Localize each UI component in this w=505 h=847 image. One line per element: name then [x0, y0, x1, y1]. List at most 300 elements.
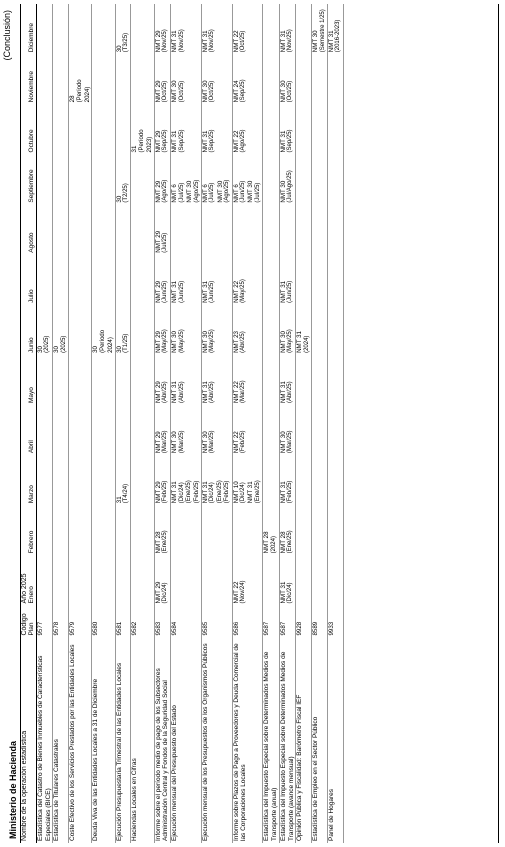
cell-line: (Abr/25): [178, 381, 185, 404]
cell-line: (Nov/24): [239, 580, 246, 604]
month-cell: [263, 555, 280, 605]
cell-line: 2023): [146, 136, 154, 153]
cell-line: NMT 30: [186, 180, 194, 203]
month-cell: [279, 405, 296, 455]
cell-line: (Mar/25): [239, 380, 246, 404]
month-cell: [53, 555, 69, 605]
header-row-2: [28, 4, 36, 843]
cell-line: (Feb/25): [287, 480, 294, 504]
month-cell: [279, 104, 296, 154]
operation-name: Deuda Viva de las Entidades Locales a 31 de Diciembre: [92, 638, 115, 843]
operation-name: Ejecución mensual del Presupuesto del Estado: [171, 638, 202, 843]
month-cell: [115, 405, 131, 455]
month-cell: [92, 555, 115, 605]
month-cell: [69, 255, 92, 305]
cell-line: (Abr/25): [287, 381, 294, 404]
cell-line: NMT 30: [279, 80, 287, 103]
month-cell: [312, 405, 328, 455]
cell-line: (Dic/24): [162, 582, 169, 604]
month-cell: [131, 154, 154, 204]
operation-code: 9587: [263, 605, 280, 637]
table-row: [232, 4, 263, 843]
cell-line: (May/25): [162, 329, 169, 353]
month-cell: [232, 455, 263, 505]
month-cell: [327, 54, 343, 104]
month-cell: [263, 405, 280, 455]
cell-line: NMT 30: [247, 180, 255, 203]
month-header: Abril: [28, 405, 36, 455]
cell-line: (Nov/25): [209, 29, 216, 53]
cell-line: NMT 31: [327, 30, 335, 53]
month-cell: [327, 255, 343, 305]
cell-line: (2025): [60, 335, 67, 353]
month-cell: [115, 505, 131, 555]
cell-line: (Feb/25): [224, 480, 231, 504]
month-cell: [69, 505, 92, 555]
operation-code: 9582: [131, 605, 154, 637]
table-row: [201, 4, 232, 843]
month-cell: [296, 54, 312, 104]
month-cell: [327, 455, 343, 505]
month-cell: [115, 104, 131, 154]
month-header: Mayo: [28, 355, 36, 405]
cell-line: (Semestre 1/25): [319, 9, 326, 53]
cell-line: (Oct/25): [287, 80, 294, 103]
month-cell: [232, 505, 263, 555]
month-cell: [53, 505, 69, 555]
month-cell: [327, 104, 343, 154]
month-cell: [279, 255, 296, 305]
month-cell: [53, 255, 69, 305]
operation-name: Opinión Pública y Fiscalidad: Barómetro Fiscal IEF: [296, 638, 312, 843]
cell-line: (Período: [76, 79, 83, 103]
month-cell: [201, 255, 232, 305]
table-row: [154, 4, 171, 843]
table-row: [53, 4, 69, 843]
operation-name: Estadística de Empleo en el Sector Público: [312, 638, 328, 843]
month-cell: [171, 555, 202, 605]
month-cell: [154, 455, 171, 505]
month-cell: [171, 104, 202, 154]
month-header: Diciembre: [28, 4, 36, 54]
month-cell: [263, 455, 280, 505]
month-cell: [92, 405, 115, 455]
cell-line: NMT 24: [232, 80, 240, 103]
cell-line: (Período: [99, 329, 106, 353]
cell-line: 30: [53, 346, 61, 353]
month-cell: [115, 305, 131, 355]
operation-code: 9583: [154, 605, 171, 637]
cell-line: NMT 30: [216, 180, 224, 203]
month-cell: [232, 355, 263, 405]
cell-line: (Dic/24): [178, 482, 185, 504]
cell-line: (Jul/25): [178, 182, 185, 203]
month-cell: [296, 305, 312, 355]
name-header-spacer: [28, 638, 36, 843]
month-cell: [171, 305, 202, 355]
operation-name: Informe sobre Plazos de Pago a Proveedores y Deuda Comercial de las Corporaciones Locales: [232, 638, 263, 843]
cell-line: 30: [92, 346, 100, 353]
bottom-rule: [498, 4, 499, 843]
cell-line: NMT 29: [154, 230, 162, 253]
month-cell: [232, 54, 263, 104]
month-cell: [312, 104, 328, 154]
month-cell: [171, 4, 202, 54]
month-cell: [296, 455, 312, 505]
month-cell: [327, 405, 343, 455]
cell-line: NMT 29: [154, 481, 162, 504]
month-cell: [296, 355, 312, 405]
header-row-1: [21, 4, 28, 843]
month-cell: [171, 405, 202, 455]
month-cell: [115, 255, 131, 305]
month-cell: [296, 205, 312, 255]
month-cell: [154, 54, 171, 104]
cell-line: (T2/25): [123, 183, 130, 203]
cell-line: NMT 6: [171, 184, 179, 203]
operation-name: Estadística del Impuesto Especial sobre Determinados Medios de Transporte (avance mensual): [279, 638, 296, 843]
cell-line: (Feb/25): [239, 430, 246, 454]
month-cell: [92, 54, 115, 104]
month-cell: [69, 555, 92, 605]
cell-line: (Jun/25): [162, 280, 169, 303]
month-cell: [171, 455, 202, 505]
cell-line: NMT 30: [201, 431, 209, 454]
cell-line: NMT 29: [154, 581, 162, 604]
cell-line: NMT 28: [154, 531, 162, 554]
cell-line: (Ago/25): [162, 179, 169, 203]
cell-line: (May/25): [239, 279, 246, 303]
month-cell: [131, 355, 154, 405]
month-cell: [131, 505, 154, 555]
month-cell: [296, 405, 312, 455]
month-cell: [92, 104, 115, 154]
month-cell: [36, 305, 53, 355]
cell-line: NMT 29: [154, 381, 162, 404]
cell-line: NMT 6: [232, 184, 240, 203]
cell-line: (May/25): [178, 329, 185, 353]
cell-line: (2024): [303, 335, 310, 353]
cell-line: NMT 31: [171, 130, 179, 153]
month-cell: [131, 455, 154, 505]
month-cell: [36, 4, 53, 54]
cell-line: (Feb/25): [193, 480, 200, 504]
cell-line: (Oct/25): [209, 80, 216, 103]
month-cell: [327, 355, 343, 405]
cell-line: (Jun/25): [209, 280, 216, 303]
cell-line: (Dic/24): [209, 482, 216, 504]
month-cell: [154, 205, 171, 255]
month-cell: [327, 205, 343, 255]
cell-line: 28: [69, 95, 77, 103]
month-cell: [263, 104, 280, 154]
cell-line: NMT 31: [296, 331, 304, 353]
table-row: [312, 4, 328, 843]
cell-line: (T4/24): [123, 483, 130, 504]
cell-line: (Sep/25): [209, 129, 216, 153]
month-cell: [263, 255, 280, 305]
operation-code: 9584: [171, 605, 202, 637]
month-cell: [263, 305, 280, 355]
cell-line: (Oct/25): [239, 30, 246, 53]
table-row: [296, 4, 312, 843]
cell-line: NMT 31: [171, 30, 179, 53]
month-cell: [296, 104, 312, 154]
cell-line: NMT 31: [279, 280, 287, 303]
cell-line: 30: [115, 346, 123, 353]
month-cell: [69, 355, 92, 405]
month-cell: [69, 154, 92, 204]
operation-name: Ejecución Presupuestaria Trimestral de las Entidades Locales: [115, 638, 131, 843]
month-cell: [36, 505, 53, 555]
month-cell: [115, 355, 131, 405]
table-row: [263, 4, 280, 843]
cell-line: (Jun/25): [178, 280, 185, 303]
cell-line: (Sep/25): [287, 129, 294, 153]
cell-line: NMT 29: [154, 30, 162, 53]
month-header: Noviembre: [28, 54, 36, 104]
cell-line: (Oct/25): [162, 80, 169, 103]
month-header: Octubre: [28, 104, 36, 154]
cell-line: (Feb/25): [162, 480, 169, 504]
cell-line: 30: [36, 346, 44, 353]
cell-line: (T1/25): [123, 333, 130, 353]
month-cell: [171, 505, 202, 555]
month-cell: [92, 355, 115, 405]
cell-line: (Período: [138, 129, 145, 153]
cell-line: (Mar/25): [287, 430, 294, 454]
cell-line: NMT 30: [279, 431, 287, 454]
cell-line: (Abr/25): [209, 381, 216, 404]
month-cell: [53, 455, 69, 505]
cell-line: NMT 29: [154, 331, 162, 353]
operation-name: Panel de Hogares: [327, 638, 343, 843]
month-header: Febrero: [28, 505, 36, 555]
cell-line: (Nov/25): [162, 29, 169, 53]
cell-line: NMT 31: [247, 481, 255, 504]
cell-line: (Ene/25): [287, 530, 294, 554]
cell-line: NMT 31: [279, 30, 287, 53]
cell-line: NMT 23: [232, 331, 240, 353]
month-cell: [53, 305, 69, 355]
month-cell: [154, 555, 171, 605]
month-cell: [232, 4, 263, 54]
cell-line: (Jun/25): [239, 180, 246, 203]
month-header: Julio: [28, 255, 36, 305]
month-cell: [154, 154, 171, 204]
month-cell: [312, 205, 328, 255]
month-cell: [154, 305, 171, 355]
month-cell: [115, 205, 131, 255]
cell-line: (T3/25): [123, 32, 130, 53]
month-cell: [154, 4, 171, 54]
month-cell: [263, 205, 280, 255]
month-cell: [53, 4, 69, 54]
month-cell: [312, 555, 328, 605]
month-cell: [131, 255, 154, 305]
cell-line: NMT 29: [154, 280, 162, 303]
schedule-table: [21, 4, 344, 843]
month-header: Agosto: [28, 205, 36, 255]
month-cell: [36, 205, 53, 255]
cell-line: NMT 30: [201, 80, 209, 103]
cell-line: NMT 31: [201, 481, 209, 504]
month-header: Junio: [28, 305, 36, 355]
month-cell: [69, 405, 92, 455]
month-cell: [327, 154, 343, 204]
operation-code: 9577: [36, 605, 53, 637]
operation-name: Estadística del Impuesto Especial sobre Determinados Medios de Transporte (anual): [263, 638, 280, 843]
cell-line: NMT 22: [232, 130, 240, 153]
cell-line: 2024): [84, 86, 92, 103]
table-body: [36, 4, 343, 843]
cell-line: NMT 22: [232, 581, 240, 604]
code-column-header: Código: [21, 613, 28, 636]
cell-line: NMT 31: [171, 481, 179, 504]
operation-code: 9579: [69, 605, 92, 637]
cell-line: (Jul/25): [162, 232, 169, 253]
cell-line: NMT 30: [279, 180, 287, 203]
cell-line: (Mar/25): [209, 430, 216, 454]
operation-code: 9585: [201, 605, 232, 637]
month-cell: [263, 505, 280, 555]
month-cell: [232, 205, 263, 255]
cell-line: NMT 28: [279, 531, 287, 554]
cell-line: (Abr/25): [239, 331, 246, 353]
cell-line: (Sep/25): [239, 79, 246, 103]
table-row: [92, 4, 115, 843]
cell-line: NMT 31: [279, 481, 287, 504]
cell-line: NMT 31: [279, 130, 287, 153]
table-row: [131, 4, 154, 843]
month-cell: [312, 54, 328, 104]
month-cell: [36, 54, 53, 104]
month-cell: [36, 154, 53, 204]
cell-line: (Oct/25): [178, 80, 185, 103]
month-cell: [279, 205, 296, 255]
month-cell: [53, 205, 69, 255]
month-cell: [296, 555, 312, 605]
month-cell: [53, 104, 69, 154]
month-cell: [201, 455, 232, 505]
month-cell: [131, 4, 154, 54]
month-cell: [36, 255, 53, 305]
cell-line: NMT 22: [232, 30, 240, 53]
operation-name: Ejecución mensual de los Presupuestos de los Organismos Públicos: [201, 638, 232, 843]
cell-line: (Mar/25): [162, 430, 169, 454]
table-row: [69, 4, 92, 843]
month-cell: [296, 154, 312, 204]
cell-line: NMT 30: [201, 331, 209, 353]
cell-line: NMT 22: [232, 381, 240, 404]
cell-line: (Jul/Ago/25): [287, 170, 294, 203]
cell-line: NMT 29: [154, 431, 162, 454]
month-cell: [296, 255, 312, 305]
table-row: [171, 4, 202, 843]
month-cell: [232, 405, 263, 455]
month-cell: [279, 355, 296, 405]
month-cell: [92, 4, 115, 54]
month-cell: [327, 4, 343, 54]
cell-line: (Abr/25): [162, 381, 169, 404]
month-cell: [327, 555, 343, 605]
month-cell: [53, 405, 69, 455]
month-cell: [92, 154, 115, 204]
month-cell: [263, 355, 280, 405]
month-cell: [201, 54, 232, 104]
month-cell: [131, 555, 154, 605]
month-cell: [131, 54, 154, 104]
month-cell: [115, 555, 131, 605]
month-cell: [171, 154, 202, 204]
cell-line: (May/25): [209, 329, 216, 353]
month-cell: [201, 205, 232, 255]
year-header: Año 2025: [21, 573, 28, 604]
cell-line: NMT 28: [263, 531, 271, 554]
cell-line: (Ene/25): [254, 480, 261, 504]
month-cell: [279, 4, 296, 54]
month-cell: [171, 255, 202, 305]
cell-line: (Sep/25): [178, 129, 185, 153]
month-cell: [279, 54, 296, 104]
cell-line: (Dic/24): [287, 582, 294, 604]
month-cell: [279, 154, 296, 204]
cell-line: 30: [115, 45, 123, 53]
month-cell: [154, 505, 171, 555]
month-cell: [232, 555, 263, 605]
cell-line: (Ago/25): [239, 129, 246, 153]
cell-line: NMT 30: [171, 331, 179, 353]
month-cell: [36, 405, 53, 455]
month-cell: [232, 154, 263, 204]
month-cell: [92, 205, 115, 255]
ministry-title: Ministerio de Hacienda: [8, 740, 18, 839]
month-cell: [131, 305, 154, 355]
month-cell: [53, 54, 69, 104]
cell-line: 31: [131, 145, 139, 153]
cell-line: (Jul/25): [209, 182, 216, 203]
cell-line: NMT 31: [279, 381, 287, 404]
month-cell: [296, 505, 312, 555]
cell-line: (Jul/25): [254, 182, 261, 203]
code-sub-header: Plan: [28, 605, 36, 637]
cell-line: NMT 6: [201, 184, 209, 203]
cell-line: (Dic/24): [239, 482, 246, 504]
month-cell: [92, 455, 115, 505]
month-cell: [327, 305, 343, 355]
month-cell: [69, 104, 92, 154]
operation-code: 9578: [53, 605, 69, 637]
month-cell: [312, 455, 328, 505]
month-cell: [312, 4, 328, 54]
month-cell: [263, 4, 280, 54]
month-cell: [154, 255, 171, 305]
cell-line: (Ene/25): [162, 530, 169, 554]
month-cell: [115, 455, 131, 505]
operation-code: 9581: [115, 605, 131, 637]
month-cell: [279, 305, 296, 355]
month-header: Enero: [28, 555, 36, 605]
month-cell: [131, 405, 154, 455]
month-cell: [201, 555, 232, 605]
month-cell: [115, 154, 131, 204]
operation-code: 9586: [232, 605, 263, 637]
month-cell: [36, 104, 53, 154]
cell-line: (Mar/25): [178, 430, 185, 454]
month-cell: [201, 4, 232, 54]
cell-line: NMT 22: [232, 431, 240, 454]
operation-code: 9587: [279, 605, 296, 637]
